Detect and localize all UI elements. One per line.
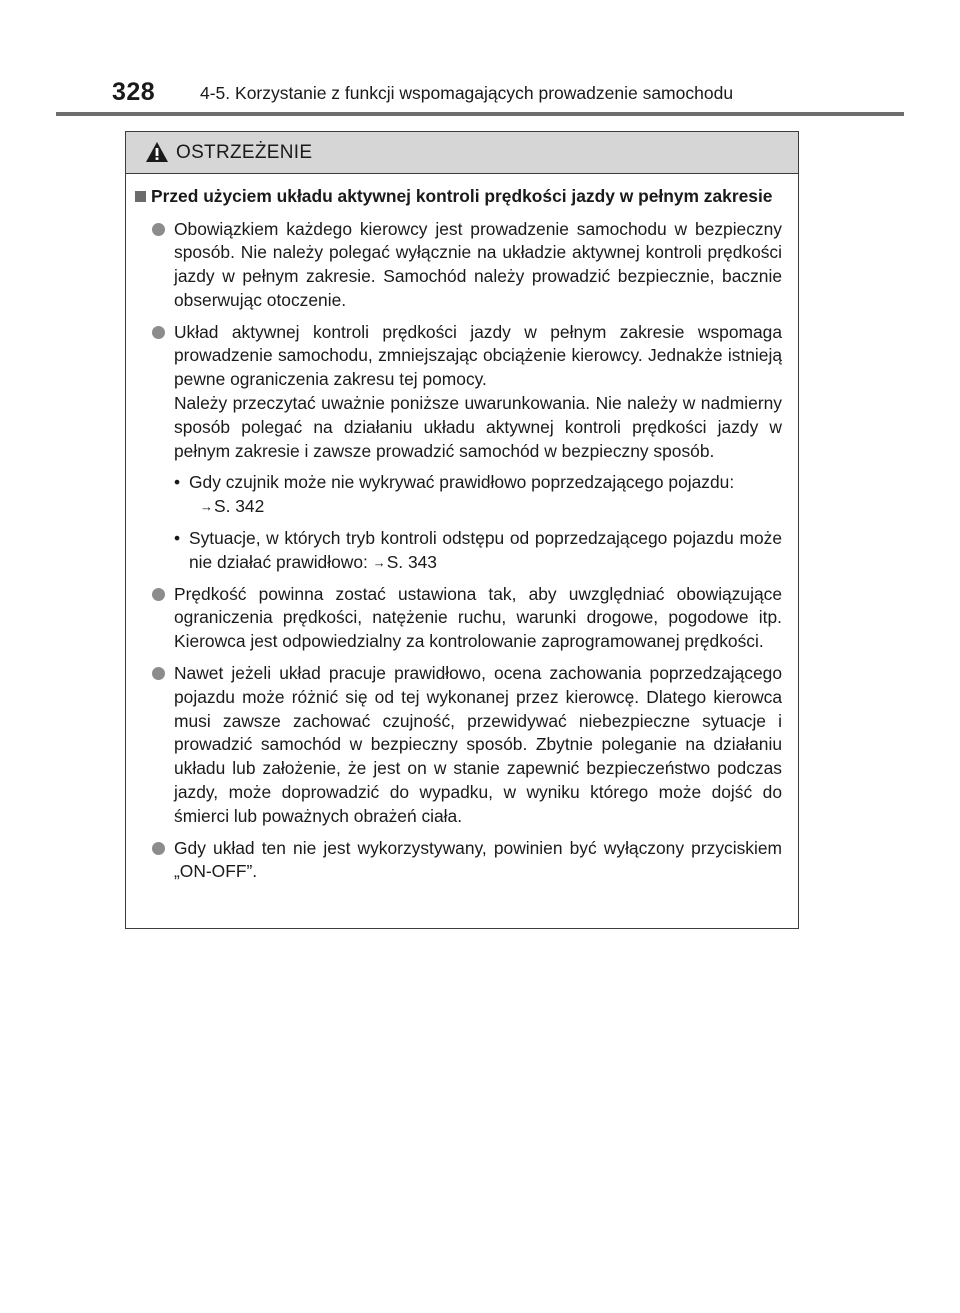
page-reference-text: S. 342 bbox=[214, 496, 265, 517]
list-item-text: Prędkość powinna zostać ustawiona tak, aby uwzględniać obowiązujące ograniczenia prędkości, natężenie ruchu, warunki drogowe, pogodowe itp. Kierowca jest odpowiedzialny za kontrolowanie zaprogramowanej prędkości. bbox=[174, 583, 782, 652]
arrow-right-icon: → bbox=[372, 554, 386, 570]
page-reference-text: S. 343 bbox=[386, 551, 437, 572]
list-item bbox=[134, 837, 782, 885]
chapter-title: 4-5. Korzystanie z funkcji wspomagających prowadzenie samochodu bbox=[200, 83, 734, 103]
sub-bullet-marker: • bbox=[174, 472, 181, 493]
page-reference bbox=[373, 552, 437, 572]
list-item-text: Nawet jeżeli układ pracuje prawidłowo, ocena zachowania poprzedzającego pojazdu może różnić się od tej wykonanej przez kierowcę. Dlatego kierowca musi zawsze zachować czujność, przewidywać niebezpieczne sytuacje i prowadzić samochód w bezpieczny sposób. Zbytnie poleganie na działaniu układu lub założenie, że jest on w stanie zapewnić bezpieczeństwo podczas jazdy, może doprowadzić do wypadku, w wyniku którego może dojść do śmierci lub poważnych obrażeń ciała. bbox=[174, 663, 782, 826]
page-number: 328 bbox=[112, 78, 156, 106]
sub-list-item-text: Sytuacje, w których tryb kontroli odstępu od poprzedzającego pojazdu może nie działać prawidłowo: bbox=[189, 528, 782, 572]
square-bullet-icon bbox=[135, 191, 146, 202]
arrow-right-icon: → bbox=[200, 499, 213, 515]
sub-list-item bbox=[134, 471, 782, 519]
warning-title: OSTRZEŻENIE bbox=[176, 142, 313, 163]
warning-header bbox=[126, 132, 798, 174]
circle-bullet-icon bbox=[152, 588, 165, 601]
list-item-text: Układ aktywnej kontroli prędkości jazdy w pełnym zakresie wspomaga prowadzenie samochodu, zmniejszając obciążenie kierowcy. Jednakże istnieją pewne ograniczenia zakresu tej pomocy. bbox=[174, 321, 782, 390]
circle-bullet-icon bbox=[152, 326, 165, 339]
list-item bbox=[134, 218, 782, 313]
list-item-text-continued: Należy przeczytać uważnie poniższe uwarunkowania. Nie należy w nadmierny sposób polegać na działaniu układu aktywnej kontroli prędkości jazdy w pełnym zakresie i zawsze prowadzić samochód w bezpieczny sposób. bbox=[174, 393, 782, 461]
warning-body bbox=[126, 174, 798, 884]
section-heading bbox=[134, 185, 782, 209]
list-item bbox=[134, 662, 782, 829]
page-header bbox=[0, 0, 960, 120]
warning-box bbox=[125, 131, 799, 929]
header-rule bbox=[56, 112, 904, 116]
circle-bullet-icon bbox=[152, 842, 165, 855]
list-item bbox=[134, 321, 782, 464]
list-item bbox=[134, 583, 782, 654]
section-heading-text: Przed użyciem układu aktywnej kontroli prędkości jazdy w pełnym zakresie bbox=[151, 186, 773, 206]
page-reference bbox=[189, 495, 782, 519]
sub-list-item bbox=[134, 527, 782, 575]
list-item-text: Gdy układ ten nie jest wykorzystywany, powinien być wyłączony przyciskiem „ON-OFF”. bbox=[174, 837, 782, 882]
sub-bullet-marker: • bbox=[174, 528, 181, 549]
sub-list-item-text: Gdy czujnik może nie wykrywać prawidłowo poprzedzającego pojazdu: bbox=[189, 472, 735, 493]
circle-bullet-icon bbox=[152, 223, 165, 236]
circle-bullet-icon bbox=[152, 667, 165, 680]
warning-triangle-icon bbox=[145, 141, 169, 163]
list-item-text: Obowiązkiem każdego kierowcy jest prowadzenie samochodu w bezpieczny sposób. Nie należy polegać wyłącznie na układzie aktywnej kontroli prędkości jazdy w pełnym zakresie. Samochód należy prowadzić bezpiecznie, bacznie obserwując otoczenie. bbox=[174, 218, 782, 310]
